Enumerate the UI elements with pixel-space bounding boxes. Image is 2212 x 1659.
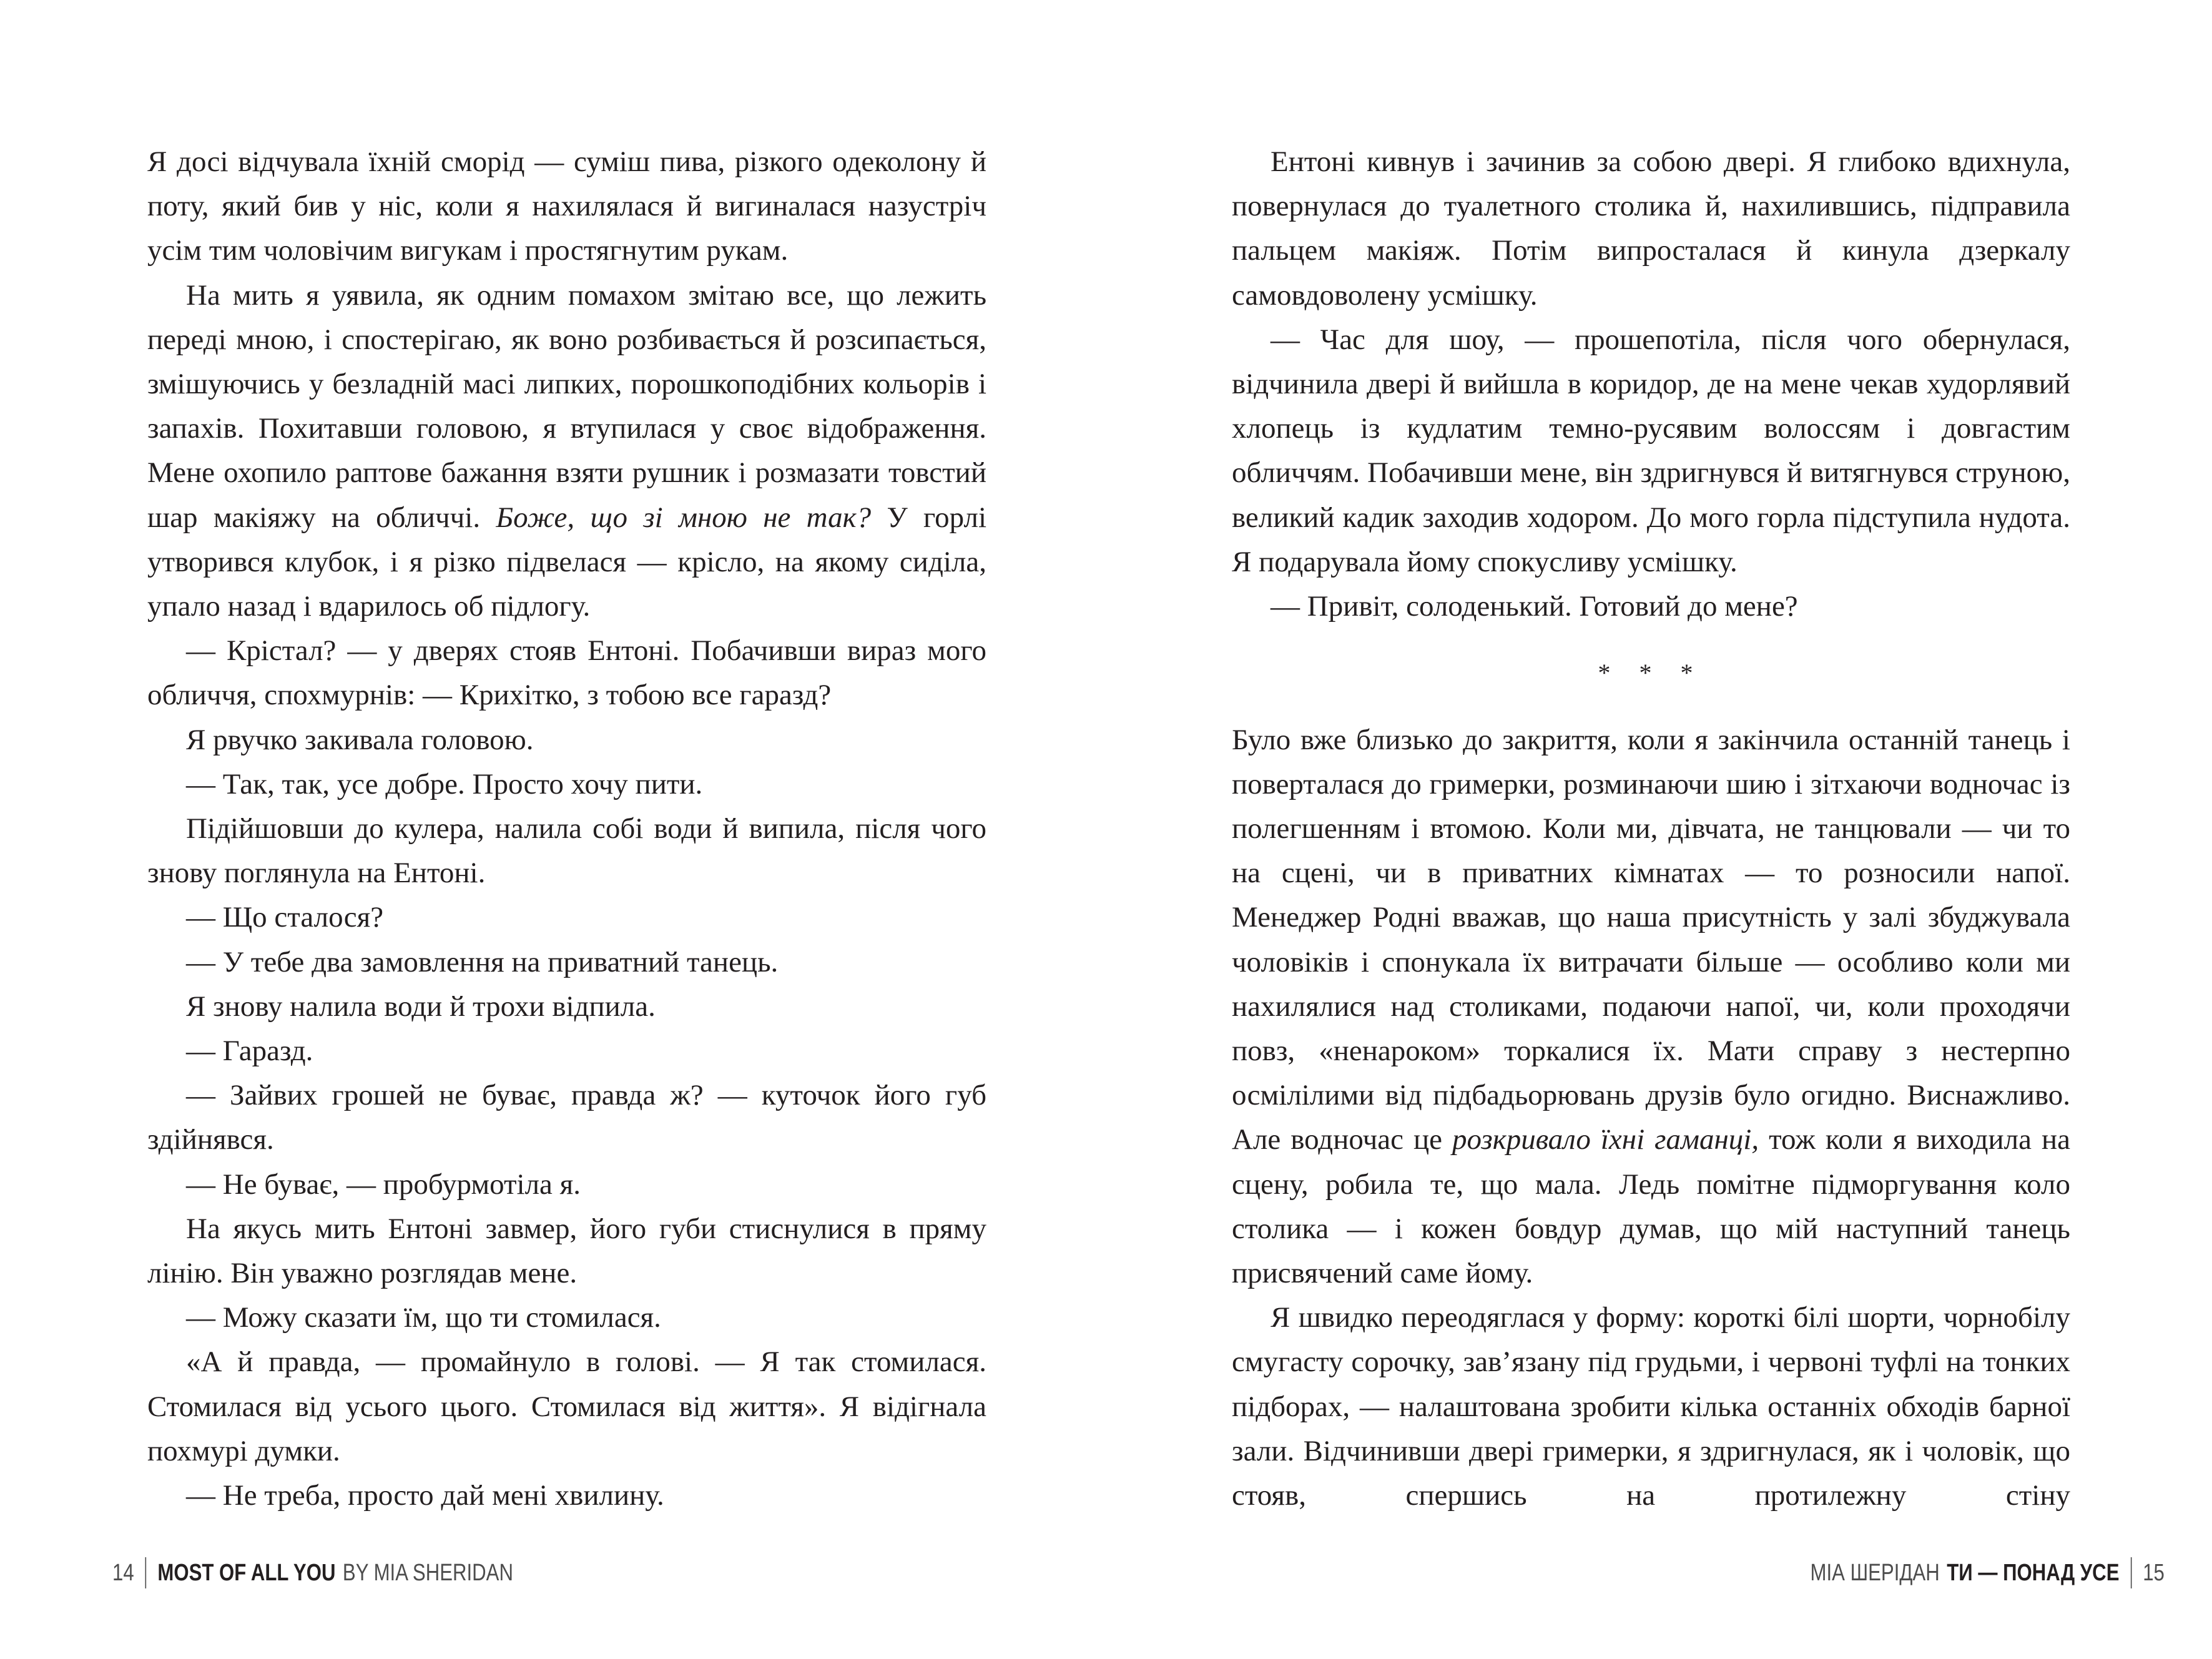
text-run: У горлі утворився клубок, і я різко підвелася — крісло, на якому сиділа, упало назад і вдарилось об підлогу. — [147, 501, 987, 623]
paragraph — [147, 140, 986, 273]
left-page-body-text — [147, 140, 986, 1518]
paragraph — [147, 1073, 986, 1162]
paragraph — [147, 895, 986, 940]
left-page-running-footer — [112, 1557, 513, 1588]
text-run: — Зайвих грошей не буває, правда ж? — куточок його губ здійнявся. — [147, 1079, 986, 1156]
paragraph — [147, 807, 986, 895]
right-footer-author: МІА ШЕРІДАН — [1810, 1560, 1940, 1586]
paragraph — [147, 940, 986, 985]
text-run: Я досі відчувала їхній сморід — суміш пива, різкого одеколону й поту, який бив у ніс, коли я нахилялася й вигиналася назустріч усім тим чоловічим вигукам і простягнутим рукам. — [147, 145, 986, 267]
text-run: тож коли я виходила на сцену, робила те, що мала. Ледь помітне підморгування коло столика — і кожен бовдур думав, що мій наступний танець присвячений саме йому. — [1232, 1123, 2070, 1290]
text-run: Підійшовши до кулера, налила собі води й випила, після чого знову поглянула на Ентоні. — [147, 812, 986, 890]
paragraph — [147, 762, 986, 807]
paragraph — [1232, 140, 2070, 318]
paragraph — [147, 1340, 986, 1474]
paragraph — [1232, 718, 2070, 1296]
text-run: — Так, так, усе добре. Просто хочу пити. — [186, 767, 703, 800]
scene-break: * * * — [1598, 659, 1704, 687]
text-run: — Що сталося? — [186, 901, 384, 934]
paragraph — [147, 1029, 986, 1073]
paragraph — [147, 718, 986, 762]
text-run: Я рвучко закивала головою. — [186, 723, 534, 756]
right-page-body-text — [1232, 140, 2070, 1518]
text-run: — Привіт, солоденький. Готовий до мене? — [1271, 590, 1798, 623]
text-run: Я знову налила води й трохи відпила. — [186, 990, 656, 1023]
italic-text: розкривало їхні гаманці, — [1452, 1123, 1759, 1156]
right-footer-book-title: ТИ — ПОНАД УСЕ — [1947, 1560, 2120, 1586]
footer-divider — [2131, 1557, 2132, 1588]
right-page — [1106, 0, 2212, 1659]
text-run: — Не треба, просто дай мені хвилину. — [186, 1479, 664, 1512]
right-page-number: 15 — [2143, 1560, 2165, 1586]
text-run: — Не буває, — пробурмотіла я. — [186, 1168, 581, 1201]
left-footer-author: BY MIA SHERIDAN — [342, 1560, 513, 1586]
paragraph — [147, 629, 986, 717]
text-run: На якусь мить Ентоні завмер, його губи стиснулися в пряму лінію. Він уважно розглядав мене. — [147, 1212, 986, 1290]
footer-divider — [145, 1557, 147, 1588]
text-run: «А й правда, — промайнуло в голові. — Я так стомилася. Стомилася від усього цього. Стомилася від життя». Я відігнала похмурі думки. — [147, 1346, 986, 1467]
text-run: — Крістал? — у дверях стояв Ентоні. Побачивши вираз мого обличчя, спохмурнів: — Крихітко, з тобою все гаразд? — [147, 634, 986, 712]
paragraph — [147, 1163, 986, 1207]
text-run: На мить я уявила, як одним помахом змітаю все, що лежить переді мною, і спостерігаю, як воно розбивається й розсипається, змішуючись у безладній масі липких, порошкоподібних кольорів і запахів. Похитавши головою, я втупилася у своє відображення. Мене охопило раптове бажання взяти рушник і розмазати товстий шар макіяжу на обличчі. — [147, 278, 986, 534]
paragraph — [147, 273, 986, 629]
paragraph — [1232, 584, 2070, 629]
text-run: — У тебе два замовлення на приватний танець. — [186, 945, 779, 978]
text-run: — Можу сказати їм, що ти стомилася. — [186, 1301, 661, 1334]
text-run: Я швидко переодяглася у форму: короткі білі шорти, чорнобілу смугасту сорочку, зав’язану під грудьми, і червоні туфлі на тонких підборах, — налаштована зробити кілька останніх обходів барної зали. Відчинивши двері гримерки, я здригнулася, як і чоловік, що стояв, спершись на протилежну стіну — [1232, 1301, 2070, 1512]
right-page-running-footer — [1811, 1557, 2165, 1588]
paragraph — [147, 985, 986, 1029]
paragraph — [1232, 1296, 2070, 1518]
text-run: Ентоні кивнув і зачинив за собою двері. Я глибоко вдихнула, повернулася до туалетного столика й, нахилившись, підправила пальцем макіяж. Потім випросталася й кинула дзеркалу самовдоволену усмішку. — [1232, 145, 2070, 312]
left-footer-book-title: MOST OF ALL YOU — [157, 1560, 336, 1586]
text-run: — Гаразд. — [186, 1035, 313, 1068]
text-run: — Час для шоу, — прошепотіла, після чого обернулася, відчинила двері й вийшла в коридор, де на мене чекав худорлявий хлопець із кудлатим темно-русявим волоссям і довгастим обличчям. Побачивши мене, він здригнувся й витягнувся струною, великий кадик заходив ходором. До мого горла підступила нудота. Я подарувала йому спокусливу усмішку. — [1232, 323, 2070, 578]
left-page-number: 14 — [112, 1560, 134, 1586]
paragraph — [147, 1474, 986, 1518]
italic-text: Боже, що зі мною не так? — [496, 501, 872, 534]
text-run: Було вже близько до закриття, коли я закінчила останній танець і поверталася до гримерки, розминаючи шию і зітхаючи водночас із полегшенням і втомою. Коли ми, дівчата, не танцювали — чи то на сцені, чи в приватних кімнатах — то розносили напої. Менеджер Родні вважав, що наша присутність у залі збуджувала чоловіків і спонукала їх витрачати більше — особливо коли ми нахилялися над столиками, подаючи напої, чи, коли проходячи повз, «ненароком» торкалися їх. Мати справу з нестерпно осмілілими від підбадьорювань друзів було огидно. Виснажливо. Але водночас це — [1232, 723, 2070, 1156]
paragraph — [147, 1296, 986, 1340]
paragraph — [147, 1207, 986, 1296]
paragraph — [1232, 318, 2070, 584]
